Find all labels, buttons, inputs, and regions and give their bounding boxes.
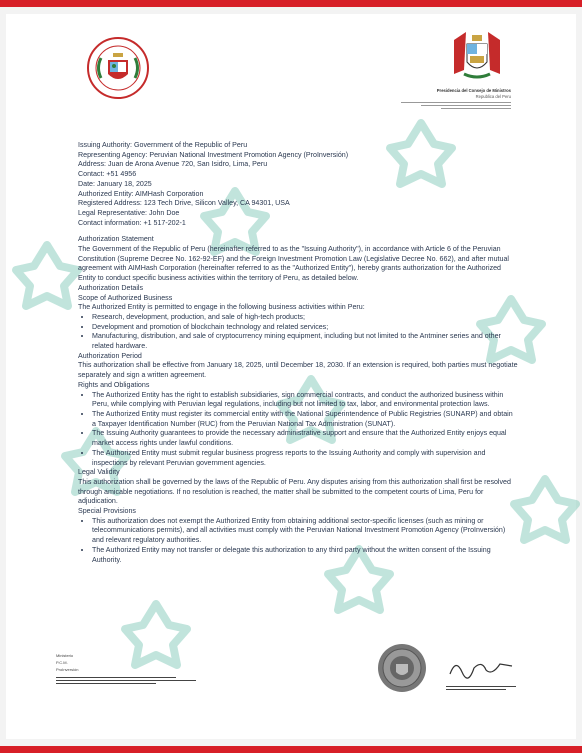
period-heading: Authorization Period bbox=[78, 351, 142, 360]
rights-list bbox=[78, 391, 518, 469]
list-item: • Manufacturing, distribution, and sale of cryptocurrency mining equipment, including but not limited to the Antminer series and other related hardware. bbox=[92, 332, 518, 351]
right-header-caption: Presidencia del Consejo de Ministros bbox=[436, 88, 511, 93]
special-provisions-list bbox=[78, 517, 518, 566]
special-provisions-heading: Special Provisions bbox=[78, 507, 136, 516]
contact-information: Contact information: +1 517-202-1 bbox=[78, 218, 186, 227]
document-page bbox=[6, 14, 576, 739]
scope-list bbox=[78, 313, 518, 352]
footer-left-block bbox=[56, 652, 206, 686]
legal-validity-text: This authorization shall be governed by the laws of the Republic of Peru. Any disputes arising from this authorization shall first be resolved through amicable negotiations. If no resolution is reached, the matter shall be submitted to the competent courts of Lima, Peru for adjudication. bbox=[78, 477, 511, 506]
aimhash-star-logo-icon bbox=[510, 474, 580, 544]
authorization-details-heading: Authorization Details bbox=[78, 283, 144, 292]
peru-coat-of-arms-seal-icon bbox=[86, 36, 150, 100]
footer-line: P.C.M. bbox=[56, 660, 68, 665]
aimhash-star-logo-icon bbox=[12, 240, 82, 310]
footer-line: ProInversión bbox=[56, 667, 79, 672]
list-item: • Development and promotion of blockchain technology and related services; bbox=[92, 323, 518, 333]
representing-agency: Representing Agency: Peruvian National Investment Promotion Agency (ProInversión) bbox=[78, 150, 349, 159]
top-red-stripe bbox=[0, 0, 582, 7]
list-item: • The Authorized Entity has the right to establish subsidiaries, sign commercial contracts, and conduct the authorized business within Peru, while complying with Peruvian legal regulations, including but not limited to tax, labor, and environmental protection laws. bbox=[92, 391, 518, 410]
footer-right-block bbox=[446, 684, 526, 692]
scope-intro: The Authorized Entity is permitted to engage in the following business activities within Peru: bbox=[78, 303, 365, 312]
legal-representative: Legal Representative: John Doe bbox=[78, 208, 180, 217]
rights-heading: Rights and Obligations bbox=[78, 380, 150, 389]
list-item: • Research, development, production, and sale of high-tech products; bbox=[92, 313, 518, 323]
list-item: • The Authorized Entity must submit regular business progress reports to the Issuing Authority and comply with supervision and inspections by relevant Peruvian government agencies. bbox=[92, 449, 518, 468]
bottom-red-stripe bbox=[0, 746, 582, 753]
peru-coat-of-arms-icon bbox=[448, 30, 506, 82]
authorization-statement-heading: Authorization Statement bbox=[78, 235, 154, 244]
list-item: • This authorization does not exempt the Authorized Entity from obtaining additional sector-specific licenses (such as mining or telecommunications permits), and all activities must comply with the Peruvian National Investment Promotion Agency (ProInversión) and relevant regulatory authorities. bbox=[92, 517, 518, 546]
list-item: • The Authorized Entity may not transfer or delegate this authorization to any third party without the written consent of the Issuing Authority. bbox=[92, 546, 518, 565]
period-text: This authorization shall be effective from January 18, 2025, until December 18, 2030. If an extension is required, both parties must negotiate separately and sign a written agreement. bbox=[78, 361, 518, 380]
list-item: • The Issuing Authority guarantees to provide the necessary administrative support and ensure that the Authorized Entity enjoys equal market access rights under lawful conditions. bbox=[92, 429, 518, 448]
legal-validity-heading: Legal Validity bbox=[78, 468, 120, 477]
issuing-authority: Issuing Authority: Government of the Republic of Peru bbox=[78, 141, 248, 149]
document-date: Date: January 18, 2025 bbox=[78, 179, 152, 188]
footer-line: Ministerio bbox=[56, 653, 74, 658]
authorization-statement-text: The Government of the Republic of Peru (hereinafter referred to as the "Issuing Authority"), in accordance with Article 6 of the Peruvian Constitution (Supreme Decree No. 162-92-EF) and the Foreign Investment Promotion Law (Legislative Decree No. 662), and after mutual agreement with AIMHash Corporation (hereinafter referred to as the "Authorized Entity"), hereby grants authorization for the Authorized Entity to conduct specific business activities within the territory of Peru, as detailed below. bbox=[78, 245, 509, 283]
authorized-entity: Authorized Entity: AIMHash Corporation bbox=[78, 189, 204, 198]
document-body bbox=[78, 141, 518, 565]
right-header-caption-2: Republica del Peru bbox=[475, 94, 511, 99]
authority-contact: Contact: +51 4956 bbox=[78, 170, 137, 179]
round-official-stamp-icon bbox=[376, 642, 428, 694]
list-item: • The Authorized Entity must register its commercial entity with the National Superintendence of Public Registries (SUNARP) and obtain a Taxpayer Identification Number (RUC) from the Peruvian National Tax Administration (SUNAT). bbox=[92, 410, 518, 429]
registered-address: Registered Address: 123 Tech Drive, Silicon Valley, CA 94301, USA bbox=[78, 199, 290, 208]
authority-address: Address: Juan de Arona Avenue 720, San Isidro, Lima, Peru bbox=[78, 160, 268, 169]
scope-heading: Scope of Authorized Business bbox=[78, 293, 173, 302]
handwritten-signature-icon bbox=[446, 654, 516, 684]
